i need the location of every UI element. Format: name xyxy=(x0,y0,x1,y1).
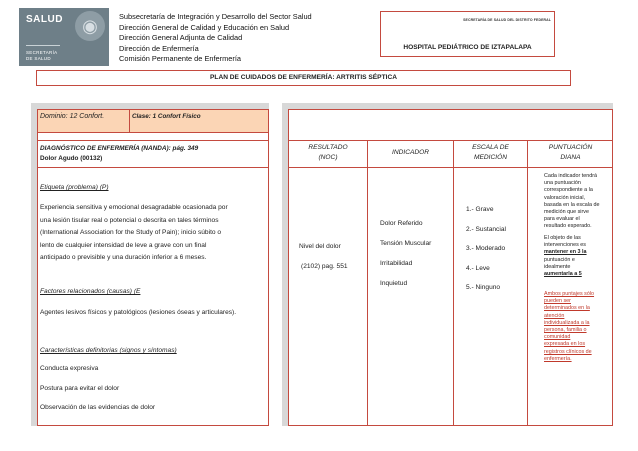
diana-note: Cada indicador tendrá una puntuación correspondiente a la valoración inicial, basada en la escala de medición que sirve para evaluar el resultado esperado. xyxy=(544,173,600,230)
resultado-name: Nivel del dolor xyxy=(299,243,341,250)
escala-item: 2.- Sustancial xyxy=(466,226,506,233)
caracteristicas-heading: Características definitorias (signos y síntomas) xyxy=(40,347,177,354)
logo-subtitle: SECRETARÍA DE SALUD xyxy=(26,50,58,61)
description-line: anticipado o previsible y una duración inferior a 6 meses. xyxy=(40,254,207,261)
hospital-name: HOSPITAL PEDIÁTRICO DE IZTAPALAPA xyxy=(403,44,532,51)
hospital-box xyxy=(380,11,555,57)
caracteristica-item: Postura para evitar el dolor xyxy=(40,385,120,392)
resultado-code: (2102) pag. 551 xyxy=(301,263,348,270)
factores-heading: Factores relacionados (causas) (E xyxy=(40,288,141,295)
domain-row xyxy=(38,110,268,133)
column-divider xyxy=(453,140,454,425)
header-line: Subsecretaría de Integración y Desarrollo del Sector Salud xyxy=(119,12,312,21)
indicador-item: Dolor Referido xyxy=(380,220,423,227)
eagle-emblem-icon: ◉ xyxy=(75,11,105,41)
logo-word: SALUD xyxy=(26,14,63,25)
description-line: lento de cualquier intensidad de leve a grave con un final xyxy=(40,241,207,249)
hospital-ministry-label: SECRETARÍA DE SALUD DEL DISTRITO FEDERAL xyxy=(463,18,551,22)
nanda-title: DIAGNÓSTICO DE ENFERMERÍA (NANDA): pág. 349 xyxy=(40,145,199,152)
salud-logo xyxy=(19,8,109,66)
indicador-item: Inquietud xyxy=(380,280,408,287)
etiqueta-heading: Etiqueta (problema) (P) xyxy=(40,184,109,191)
col-puntuacion-header: PUNTUACIÓN DIANA xyxy=(548,144,593,161)
column-divider xyxy=(367,140,368,425)
domain-label: Dominio: 12 Confort. xyxy=(40,113,105,120)
col-resultado-header: RESULTADO (NOC) xyxy=(308,144,348,161)
nanda-diagnosis xyxy=(38,140,268,168)
factores-text: Agentes lesivos físicos y patológicos (lesiones óseas y articulares). xyxy=(40,309,237,316)
diagnosis-panel xyxy=(37,109,269,426)
header-line: Dirección General de Calidad y Educación en Salud xyxy=(119,22,290,32)
diana-objective: El objeto de las intervenciones es mantener en 3 la puntuación e idealmente aumentarla a 5 xyxy=(544,235,587,278)
escala-item: 3.- Moderado xyxy=(466,245,506,252)
escala-item: 4.- Leve xyxy=(466,265,490,272)
escala-item: 1.- Grave xyxy=(466,206,494,213)
plan-title: PLAN DE CUIDADOS DE ENFERMERÍA: ARTRITIS SÉPTICA xyxy=(36,70,571,86)
logo-divider xyxy=(26,45,60,46)
description-line: una lesión tisular real o potencial o descrita en tales términos xyxy=(40,216,219,224)
col-indicador-header: INDICADOR xyxy=(392,149,429,156)
outcomes-panel xyxy=(288,109,613,426)
class-label: Clase: 1 Confort Físico xyxy=(132,113,201,120)
header-line: Comisión Permanente de Enfermería xyxy=(119,54,242,64)
indicador-item: Irritabilidad xyxy=(380,260,413,267)
caracteristica-item: Conducta expresiva xyxy=(40,365,99,372)
escala-item: 5.- Ninguno xyxy=(466,284,501,291)
institution-header xyxy=(119,12,379,65)
description-line: (International Association for the Study of Pain); inicio súbito o xyxy=(40,229,222,236)
etiqueta-description xyxy=(40,202,264,265)
col-escala-header: ESCALA DE MEDICIÓN xyxy=(472,144,509,161)
nanda-code: Dolor Agudo (00132) xyxy=(40,155,103,162)
caracteristica-item: Observación de las evidencias de dolor xyxy=(40,404,156,411)
header-line: Dirección de Enfermería xyxy=(119,43,199,53)
column-divider xyxy=(527,140,528,425)
diana-warning: Ambos puntajes sólo pueden ser determinados en la atención individualizada a la persona, familia o comunidad expresada en los registros clínicos de enfermería. xyxy=(544,291,595,362)
indicador-item: Tensión Muscular xyxy=(380,240,432,247)
description-line: Experiencia sensitiva y emocional desagradable ocasionada por xyxy=(40,204,228,211)
header-line: Dirección General Adjunta de Calidad xyxy=(119,33,243,43)
